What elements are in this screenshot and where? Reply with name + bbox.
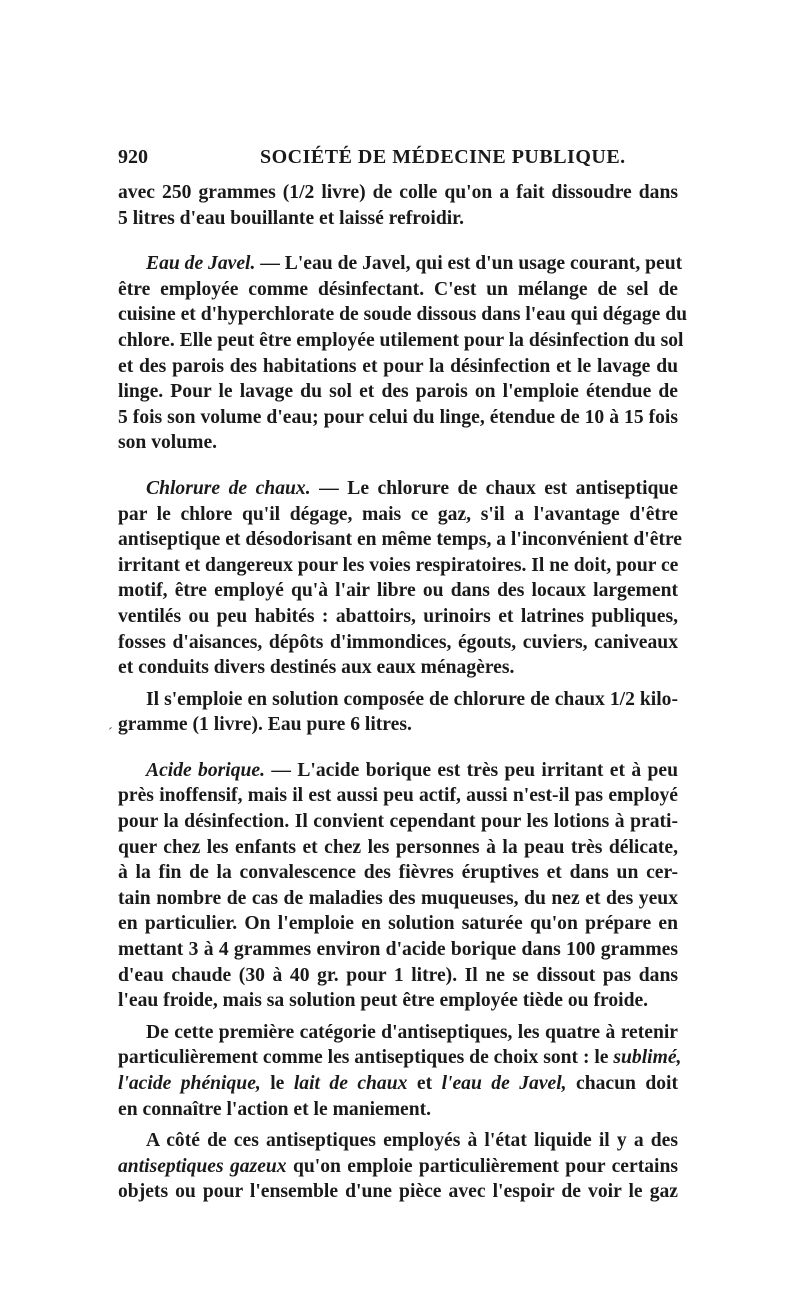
text-line: Acide borique. — L'acide borique est très peu irritant et à peu bbox=[146, 759, 678, 781]
text-line: 5 fois son volume d'eau; pour celui du linge, étendue de 10 à 15 fois bbox=[118, 406, 678, 428]
text-line: Eau de Javel. — L'eau de Javel, qui est d'un usage courant, peut bbox=[146, 253, 683, 275]
text-line: gramme (1 livre). Eau pure 6 litres. bbox=[118, 714, 412, 736]
section-term: Acide borique. bbox=[146, 759, 266, 781]
text-line: tain nombre de cas de maladies des muqueuses, du nez et des yeux bbox=[118, 887, 678, 909]
text-line: son volume. bbox=[118, 432, 218, 454]
text-line: l'eau froide, mais sa solution peut être employée tiède ou froide. bbox=[118, 990, 649, 1012]
running-title: SOCIÉTÉ DE MÉDECINE PUBLIQUE. bbox=[260, 146, 626, 168]
text-line: par le chlore qu'il dégage, mais ce gaz, s'il a l'avantage d'être bbox=[118, 503, 678, 525]
text-line: être employée comme désinfectant. C'est un mélange de sel de bbox=[118, 278, 678, 300]
text-line: Il s'emploie en solution composée de chlorure de chaux 1/2 kilo- bbox=[146, 688, 678, 710]
text-line: et conduits divers destinés aux eaux ménagères. bbox=[118, 657, 515, 679]
text-line: objets ou pour l'ensemble d'une pièce avec l'espoir de voir le gaz bbox=[118, 1181, 678, 1203]
text-line: particulièrement comme les antiseptiques de choix sont : le sublimé, bbox=[118, 1047, 682, 1069]
text-line: De cette première catégorie d'antiseptiques, les quatre à retenir bbox=[146, 1021, 678, 1043]
running-header bbox=[118, 146, 678, 176]
text-line: à la fin de la convalescence des fièvres éruptives et dans un cer- bbox=[118, 862, 678, 884]
text-line: et des parois des habitations et pour la désinfection et le lavage du bbox=[118, 355, 678, 377]
text-line: linge. Pour le lavage du sol et des parois on l'emploie étendue de bbox=[118, 381, 678, 403]
text-line: en particulier. On l'emploie en solution saturée qu'on prépare en bbox=[118, 913, 678, 935]
text-line: quer chez les enfants et chez les personnes à la peau très délicate, bbox=[118, 836, 678, 858]
text-line: près inoffensif, mais il est aussi peu actif, aussi n'est-il pas employé bbox=[118, 785, 678, 807]
text-line: pour la désinfection. Il convient cependant pour les lotions à prati- bbox=[118, 811, 678, 833]
text-line: 5 litres d'eau bouillante et laissé refroidir. bbox=[118, 207, 464, 229]
text-line: chlore. Elle peut être employée utilement pour la désinfection du sol bbox=[118, 329, 684, 351]
text-line: antiseptique et désodorisant en même temps, a l'inconvénient d'être bbox=[118, 529, 683, 551]
text-line: en connaître l'action et le maniement. bbox=[118, 1098, 432, 1120]
paragraph-colle bbox=[118, 180, 678, 231]
text-line: antiseptiques gazeux qu'on emploie particulièrement pour certains bbox=[118, 1155, 678, 1177]
paragraph-chlorure-de-chaux bbox=[118, 476, 683, 681]
text-line: mettant 3 à 4 grammes environ d'acide borique dans 100 grammes bbox=[118, 939, 678, 961]
text-line: l'acide phénique, le lait de chaux et l'eau de Javel, chacun doit bbox=[118, 1073, 678, 1094]
paragraph-eau-de-javel bbox=[118, 251, 688, 456]
text-line: motif, être employé qu'à l'air libre ou dans des locaux largement bbox=[118, 580, 678, 602]
text-line: ventilés ou peu habités : abattoirs, urinoirs et latrines publiques, bbox=[118, 605, 678, 627]
text-line: avec 250 grammes (1/2 livre) de colle qu'on a fait dissoudre dans bbox=[118, 182, 678, 203]
margin-mark: ˊ bbox=[108, 726, 113, 741]
paragraph-antiseptiques-de-choix bbox=[118, 1020, 682, 1122]
paragraph-solution bbox=[118, 687, 678, 738]
text-line: fosses d'aisances, dépôts d'immondices, égouts, cuviers, caniveaux bbox=[118, 631, 678, 653]
body-text bbox=[118, 180, 688, 1205]
page-number: 920 bbox=[118, 146, 148, 168]
text-line: d'eau chaude (30 à 40 gr. pour 1 litre). Il ne se dissout pas dans bbox=[118, 964, 678, 986]
paragraph-antiseptiques-gazeux bbox=[118, 1128, 678, 1205]
section-term: Eau de Javel. bbox=[146, 253, 256, 275]
section-term: Chlorure de chaux. bbox=[146, 477, 311, 499]
text-line: A côté de ces antiseptiques employés à l'état liquide il y a des bbox=[146, 1130, 678, 1152]
text-line: cuisine et d'hyperchlorate de soude dissous dans l'eau qui dégage du bbox=[118, 304, 688, 326]
text-line: Chlorure de chaux. — Le chlorure de chaux est antiseptique bbox=[146, 477, 678, 499]
paragraph-acide-borique bbox=[118, 758, 678, 1014]
text-line: irritant et dangereux pour les voies respiratoires. Il ne doit, pour ce bbox=[118, 554, 679, 576]
